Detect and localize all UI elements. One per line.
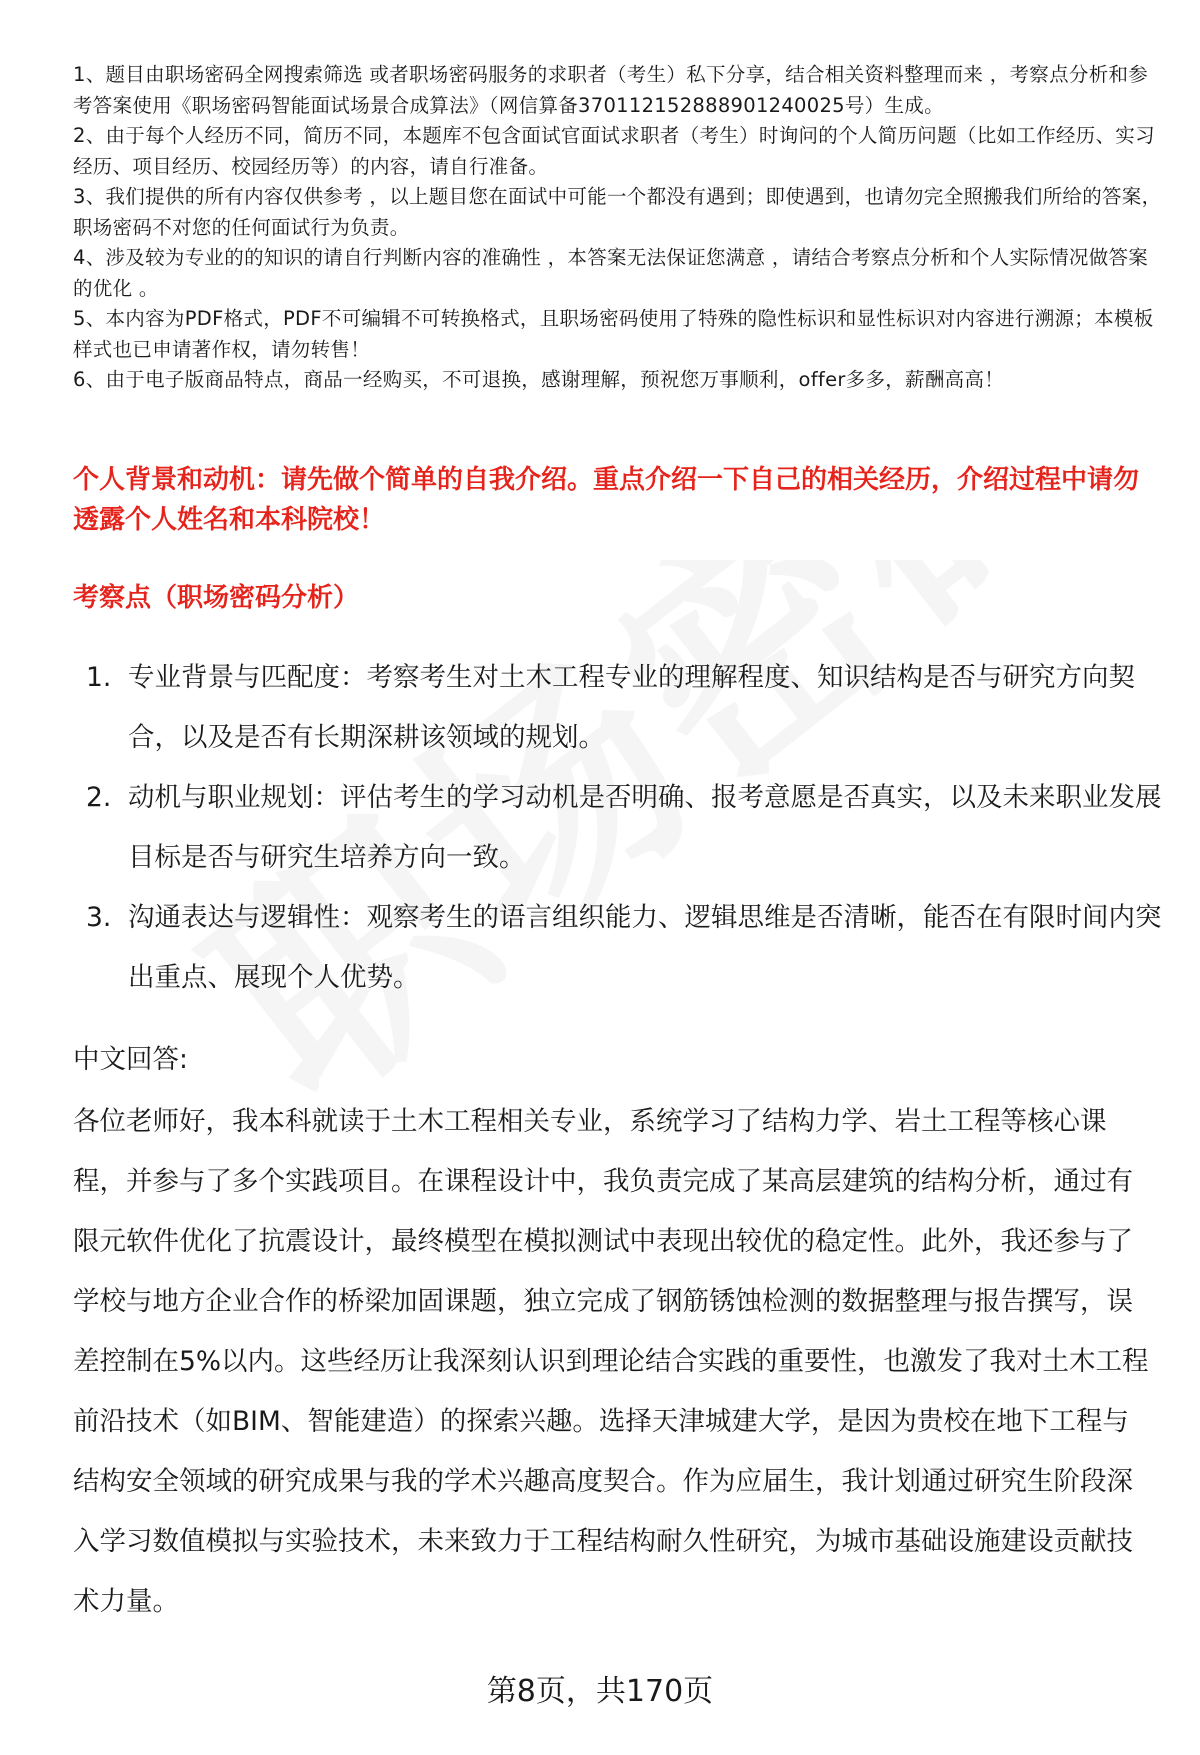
note-item: 5、本内容为PDF格式，PDF不可编辑不可转换格式，且职场密码使用了特殊的隐性标识和显性标识对内容进行溯源；本模板样式也已申请著作权，请勿转售！ [73, 307, 1154, 361]
interview-question: 个人背景和动机：请先做个简单的自我介绍。重点介绍一下自己的相关经历，介绍过程中请勿透露个人姓名和本科院校！ [73, 465, 1140, 535]
analysis-title: 考察点（职场密码分析） [73, 583, 360, 613]
point-number: 2. [86, 782, 112, 813]
page-footer: 第8页，共170页 [486, 1674, 714, 1709]
point-number: 1. [86, 662, 112, 693]
point-text: 动机与职业规划：评估考生的学习动机是否明确、报考意愿是否真实，以及未来职业发展目标是否与研究生培养方向一致。 [128, 782, 1162, 873]
note-item: 4、涉及较为专业的的知识的请自行判断内容的准确性 ，本答案无法保证您满意 ，请结合考察点分析和个人实际情况做答案的优化 。 [73, 246, 1149, 300]
point-number: 3. [86, 902, 112, 933]
note-item: 2、由于每个人经历不同，简历不同，本题库不包含面试官面试求职者（考生）时询问的个人简历问题（比如工作经历、实习经历、项目经历、校园经历等）的内容，请自行准备。 [73, 124, 1155, 178]
answer-text: 各位老师好，我本科就读于土木工程相关专业，系统学习了结构力学、岩土工程等核心课程，并参与了多个实践项目。在课程设计中，我负责完成了某高层建筑的结构分析，通过有限元软件优化了抗震设计，最终模型在模拟测试中表现出较优的稳定性。此外，我还参与了学校与地方企业合作的桥梁加固课题，独立完成了钢筋锈蚀检测的数据整理与报告撰写，误差控制在5%以内。这些经历让我深刻认识到理论结合实践的重要性，也激发了我对土木工程前沿技术（如BIM、智能建造）的探索兴趣。选择天津城建大学，是因为贵校在地下工程与结构安全领域的研究成果与我的学术兴趣高度契合。作为应届生，我计划通过研究生阶段深入学习数值模拟与实验技术，未来致力于工程结构耐久性研究，为城市基础设施建设贡献技术力量。 [73, 1106, 1149, 1617]
analysis-point [73, 768, 1163, 888]
analysis-point [73, 888, 1163, 1008]
note-item: 3、我们提供的所有内容仅供参考 ，以上题目您在面试中可能一个都没有遇到；即使遇到，也请勿完全照搬我们所给的答案，职场密码不对您的任何面试行为负责。 [73, 185, 1162, 239]
point-text: 专业背景与匹配度：考察考生对土木工程专业的理解程度、知识结构是否与研究方向契合，以及是否有长期深耕该领域的规划。 [128, 662, 1135, 753]
note-item: 1、题目由职场密码全网搜索筛选 或者职场密码服务的求职者（考生）私下分享，结合相关资料整理而来 ，考察点分析和参考答案使用《职场密码智能面试场景合成算法》（网信算备370112152888901240025号）生成。 [73, 63, 1149, 117]
analysis-point [73, 648, 1163, 768]
point-text: 沟通表达与逻辑性：观察考生的语言组织能力、逻辑思维是否清晰，能否在有限时间内突出重点、展现个人优势。 [128, 902, 1162, 993]
disclaimer-notes [73, 60, 1163, 396]
answer-label: 中文回答: [73, 1044, 188, 1075]
note-item: 6、由于电子版商品特点，商品一经购买，不可退换，感谢理解，预祝您万事顺利，offer多多，薪酬高高！ [73, 368, 1005, 391]
analysis-points [73, 648, 1163, 1008]
